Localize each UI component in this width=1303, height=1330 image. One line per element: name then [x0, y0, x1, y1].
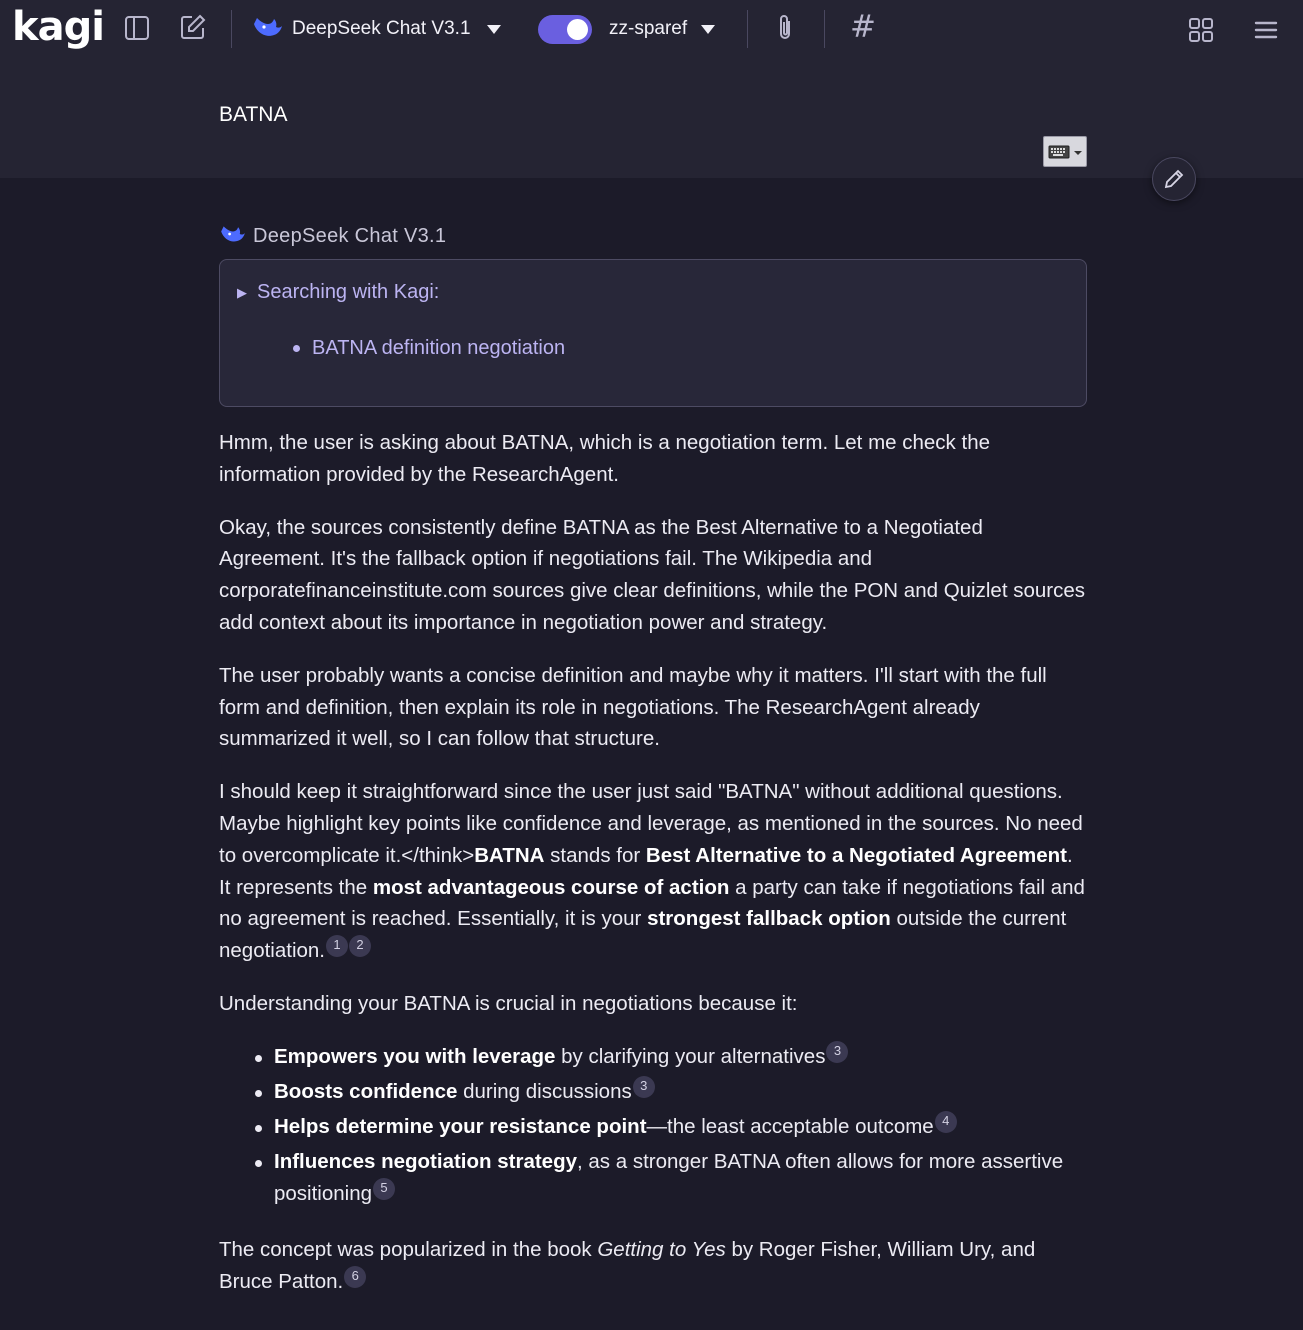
text-span: by Roger Fisher, William Ury, and Bruce Patton. — [219, 1237, 1036, 1293]
deepseek-whale-icon — [252, 14, 284, 45]
sidebar-toggle-icon[interactable] — [124, 15, 150, 46]
citation-badge[interactable]: 2 — [349, 935, 371, 957]
text-span: The concept was popularized in the book — [219, 1237, 598, 1261]
text-span: a party can take if negotiations fail and no agreement is reached. Essentially, it is your — [219, 875, 1085, 931]
list-item — [255, 1041, 1087, 1073]
citation-badge[interactable]: 5 — [373, 1178, 395, 1200]
bold-text: Empowers you with leverage — [274, 1044, 556, 1068]
bold-text: BATNA — [474, 843, 545, 867]
paragraph: Understanding your BATNA is crucial in negotiations because it: — [219, 991, 798, 1015]
toolbar-divider — [747, 10, 748, 48]
text-span: I should keep it straightforward since the user just said "BATNA" without additional questions. Maybe highlight key points like confidence and leverage, as mentioned in the sources. No need to overcomplicate it.</think> — [219, 780, 1083, 867]
model-selector[interactable] — [252, 14, 501, 44]
text-span: outside the current negotiation. — [219, 907, 1067, 963]
search-details-box — [219, 259, 1087, 407]
response-model-header — [219, 222, 446, 250]
menu-icon[interactable] — [1254, 19, 1278, 46]
bold-text: Boosts confidence — [274, 1079, 458, 1103]
paragraph: Okay, the sources consistently define BATNA as the Best Alternative to a Negotiated Agreement. It's the fallback option if negotiations fail. The Wikipedia and corporatefinanceinstitute.com sources give clear definitions, while the PON and Quizlet sources add context about its importance in negotiation power and strategy. — [219, 515, 1085, 634]
text-span: during discussions — [457, 1079, 632, 1103]
citation-badge[interactable]: 6 — [344, 1266, 366, 1288]
new-chat-icon[interactable] — [179, 13, 207, 46]
text-span: stands for — [544, 843, 646, 867]
response-content — [219, 427, 1087, 1318]
citation-badge[interactable]: 4 — [935, 1111, 957, 1133]
bold-text: most advantageous course of action — [372, 875, 730, 899]
bold-text: Influences negotiation strategy — [274, 1149, 577, 1173]
profile-selector-label: zz-sparef — [609, 18, 688, 39]
paragraph: The user probably wants a concise definition and maybe why it matters. I'll start with the full form and definition, then explain its role in negotiations. The ResearchAgent already summarized it well, so I can follow that structure. — [219, 663, 1047, 751]
pencil-icon — [1163, 168, 1185, 190]
bullet-icon — [293, 345, 300, 352]
list-item — [255, 1111, 1087, 1143]
research-toggle[interactable] — [538, 15, 592, 44]
list-item — [255, 1146, 1087, 1210]
chevron-down-icon — [487, 25, 501, 34]
bold-text: Helps determine your resistance point — [274, 1114, 647, 1138]
citation-badge[interactable]: 3 — [826, 1041, 848, 1063]
deepseek-whale-icon — [219, 223, 247, 250]
triangle-right-icon: ▶ — [237, 284, 247, 300]
attach-icon[interactable] — [773, 13, 797, 48]
bold-text: Best Alternative to a Negotiated Agreement — [645, 843, 1067, 867]
apps-grid-icon[interactable] — [1188, 17, 1214, 48]
query-band — [0, 58, 1303, 178]
paragraph — [219, 1234, 1087, 1298]
text-span: by clarifying your alternatives — [555, 1044, 826, 1068]
book-title: Getting to Yes — [597, 1237, 726, 1261]
search-query-text: BATNA definition negotiation — [312, 337, 566, 359]
kagi-logo[interactable]: kagi — [12, 4, 104, 50]
toolbar-divider — [231, 10, 232, 48]
search-query-item — [293, 337, 565, 360]
keyboard-icon — [1044, 137, 1088, 168]
model-selector-label: DeepSeek Chat V3.1 — [292, 18, 471, 39]
top-toolbar — [0, 0, 1303, 58]
list-item — [255, 1076, 1087, 1108]
text-span: . It represents the — [219, 843, 1073, 899]
search-summary-label: Searching with Kagi: — [257, 281, 440, 303]
keyboard-input-button[interactable] — [1043, 136, 1087, 167]
paragraph: Hmm, the user is asking about BATNA, which is a negotiation term. Let me check the information provided by the ResearchAgent. — [219, 431, 990, 486]
profile-selector[interactable] — [609, 14, 715, 44]
edit-query-button[interactable] — [1152, 157, 1196, 201]
search-summary-toggle[interactable] — [237, 281, 439, 304]
toolbar-divider — [824, 10, 825, 48]
reasons-list — [255, 1041, 1087, 1210]
response-model-label: DeepSeek Chat V3.1 — [253, 224, 447, 247]
chevron-down-icon — [701, 25, 715, 34]
bold-text: strongest fallback option — [647, 907, 891, 931]
text-span: , as a stronger BATNA often allows for more assertive positioning — [274, 1149, 1064, 1205]
paragraph — [219, 776, 1087, 967]
citation-badge[interactable]: 3 — [633, 1076, 655, 1098]
toggle-knob — [567, 19, 588, 40]
text-span: —the least acceptable outcome — [646, 1114, 934, 1138]
user-query: BATNA — [219, 103, 288, 126]
citation-badge[interactable]: 1 — [326, 935, 348, 957]
hashtag-icon[interactable]: # — [850, 9, 876, 45]
